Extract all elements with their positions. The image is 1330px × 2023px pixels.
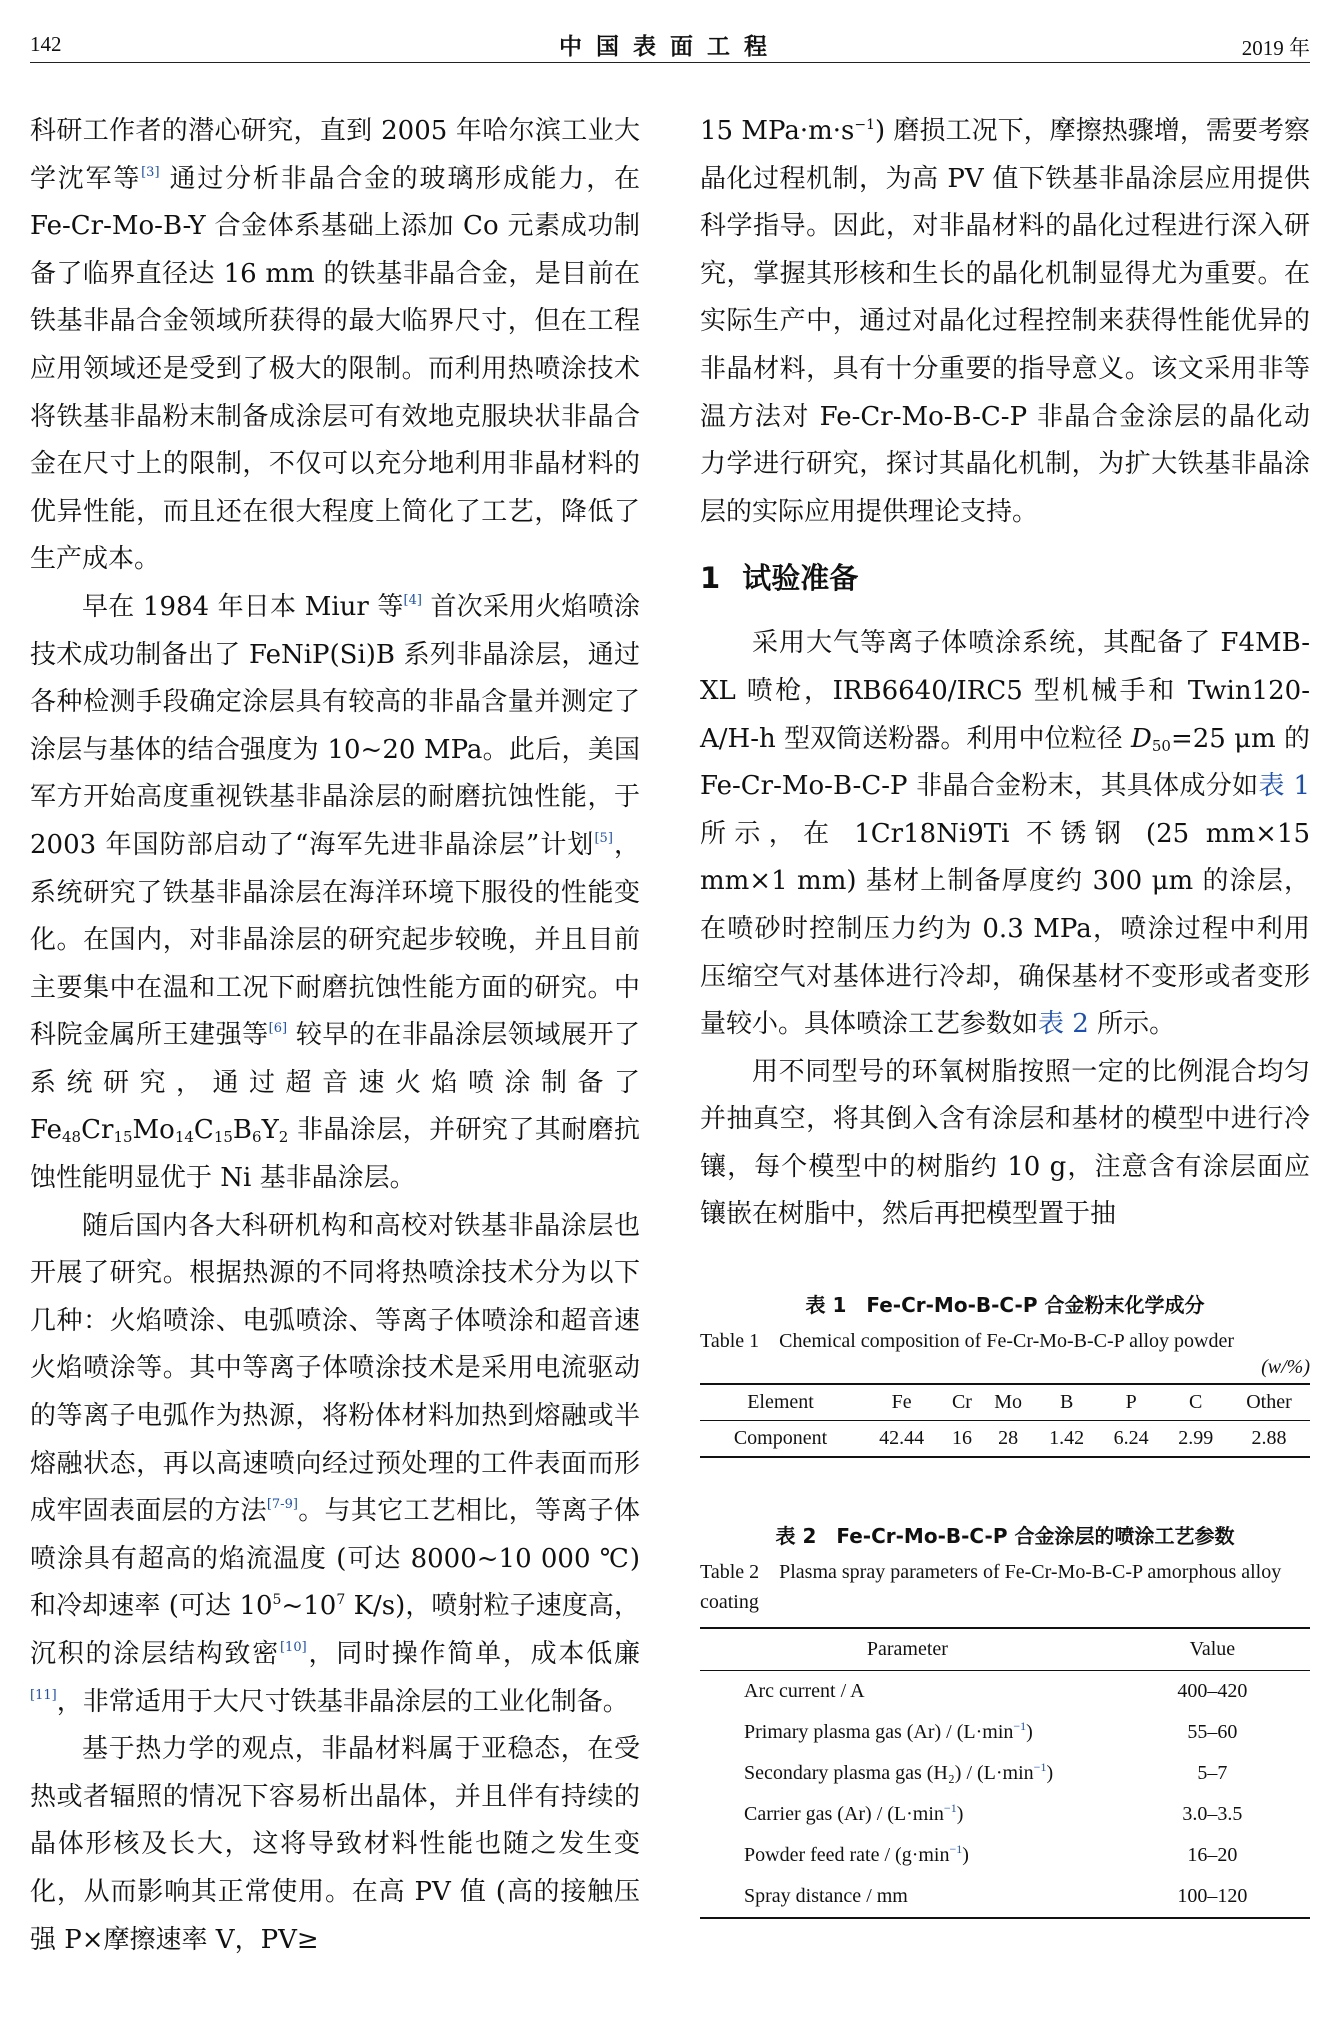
table-header: Value: [1115, 1628, 1310, 1671]
param-name: Spray distance / mm: [700, 1876, 1115, 1918]
table-1-caption-en: Table 1 Chemical composition of Fe-Cr-Mo-B-C-P alloy powder: [700, 1330, 1235, 1353]
table-2-caption-en: Table 2 Plasma spray parameters of Fe-Cr-Mo-B-C-P amorphous alloy coating: [700, 1561, 1282, 1614]
section-heading: [700, 550, 1310, 606]
left-paragraph-1: 科研工作者的潜心研究，直到 2005 年哈尔滨工业大学沈军等[3] 通过分析非晶合金的玻璃形成能力，在 Fe-Cr-Mo-B-Y 合金体系基础上添加 Co 元素成功制备了临界直径达 16 mm 的铁基非晶合金，是目前在铁基非晶合金领域所获得的最大临界尺寸，但在工程应用领域还是受到了极大的限制。而利用热喷涂技术将铁基非晶粉末制备成涂层可有效地克服块状非晶合金在尺寸上的限制，不仅可以充分地利用非晶材料的优异性能，而且还在很大程度上简化了工艺，降低了生产成本。: [30, 116, 640, 575]
right-column: [700, 108, 1310, 1919]
param-value: 400–420: [1177, 1680, 1248, 1703]
table-row: [700, 1753, 1310, 1794]
left-paragraph-4: 基于热力学的观点，非晶材料属于亚稳态，在受热或者辐照的情况下容易析出晶体，并且伴有持续的晶体形核及长大，这将导致材料性能也随之发生变化，从而影响其正常使用。在高 PV 值 (高的接触压强 P×摩擦速率 V，PV≥: [30, 1734, 640, 1955]
table-header: C: [1163, 1384, 1228, 1421]
citation-4[interactable]: [4]: [403, 592, 422, 608]
citation-6[interactable]: [6]: [268, 1021, 288, 1037]
table-row: [700, 1835, 1310, 1876]
table-1: [700, 1289, 1310, 1458]
param-name: Powder feed rate / $(g\cdot\min^{-1})$: [744, 1842, 969, 1867]
table-row: [700, 1712, 1310, 1753]
param-value: 5–7: [1197, 1762, 1228, 1785]
citation-10[interactable]: [10]: [279, 1640, 307, 1655]
table-header: Mo: [982, 1384, 1035, 1421]
citation-5[interactable]: [5]: [594, 830, 613, 846]
table-header: Element: [700, 1384, 861, 1421]
citation-7-9[interactable]: [7-9]: [266, 1497, 298, 1513]
param-name: Primary plasma gas $(Ar) / (L\cdot\min^{-1})$: [744, 1719, 1033, 1744]
publication-year: 2019 年: [1241, 36, 1310, 60]
table-row: [700, 1671, 1310, 1713]
table-cell: 16: [942, 1421, 982, 1458]
table-header: Cr: [942, 1384, 982, 1421]
param-name: Arc current / A: [744, 1680, 865, 1703]
left-column: [30, 108, 640, 1964]
table-2-caption-cn: 表 2 Fe-Cr-Mo-B-C-P 合金涂层的喷涂工艺参数: [775, 1524, 1235, 1549]
table-cell: 2.88: [1228, 1421, 1310, 1458]
table-cell: 42.44: [861, 1421, 942, 1458]
right-paragraph-2: 采用大气等离子体喷涂系统，其配备了 F4MB-XL 喷枪，IRB6640/IRC5 型机械手和 Twin120-A/H-h 型双筒送粉器。利用中位粒径 $D_{50}=25$ μm 的 Fe-Cr-Mo-B-C-P 非晶合金粉末，其具体成分如表 1 所示，在 1Cr18Ni9Ti 不锈钢 (25 mm×15 mm×1 mm) 基材上制备厚度约 300 μm 的涂层，在喷砂时控制压力约为 0.3 MPa，喷涂过程中利用压缩空气对基体进行冷却，确保基材不变形或者变形量较小。具体喷涂工艺参数如表 2 所示。: [700, 628, 1310, 1040]
table-cell: 28: [982, 1421, 1035, 1458]
table-header: Other: [1228, 1384, 1310, 1421]
left-paragraph-3: 随后国内各大科研机构和高校对铁基非晶涂层也开展了研究。根据热源的不同将热喷涂技术分为以下几种：火焰喷涂、电弧喷涂、等离子体喷涂和超音速火焰喷涂等。其中等离子体喷涂技术是采用电流驱动的等离子电弧作为热源，将粉体材料加热到熔融或半熔融状态，再以高速喷向经过预处理的工件表面而形成牢固表面层的方法[7-9]。与其它工艺相比，等离子体喷涂具有超高的焰流温度 (可达 8000~10 000 ℃) 和冷却速率 (可达 $10^5\sim 10^7$ K/s)，喷射粒子速度高，沉积的涂层结构致密[10]，同时操作简单，成本低廉[11]，非常适用于大尺寸铁基非晶涂层的工业化制备。: [30, 1210, 640, 1717]
journal-title: 中国表面工程: [559, 34, 781, 60]
table-row: [700, 1421, 1310, 1458]
citation-11[interactable]: [11]: [30, 1687, 57, 1703]
table-cell: Component: [700, 1421, 861, 1458]
param-name: Secondary plasma gas $(H_2) / (L\cdot\min^{-1})$: [744, 1760, 1054, 1785]
param-name: Carrier gas $(Ar) / (L\cdot\min^{-1})$: [744, 1801, 964, 1826]
spray-parameters-table: [700, 1627, 1310, 1919]
citation-3[interactable]: [3]: [141, 164, 160, 180]
table-2-link[interactable]: 表 2: [1038, 1009, 1089, 1040]
page-number: 142: [30, 32, 62, 56]
left-paragraph-2: 早在 1984 年日本 Miur 等[4] 首次采用火焰喷涂技术成功制备出了 FeNiP(Si)B 系列非晶涂层，通过各种检测手段确定涂层具有较高的非晶含量并测定了涂层与基体的结合强度为 10~20 MPa。此后，美国军方开始高度重视铁基非晶涂层的耐磨抗蚀性能，于 2003 年国防部启动了“海军先进非晶涂层”计划[5]，系统研究了铁基非晶涂层在海洋环境下服役的性能变化。在国内，对非晶涂层的研究起步较晚，并且目前主要集中在温和工况下耐磨抗蚀性能方面的研究。中科院金属所王建强等[6] 较早的在非晶涂层领域展开了系统研究，通过超音速火焰喷涂制备了 $Fe_{48}Cr_{15}Mo_{14}C_{15}B_6Y_2$ 非晶涂层，并研究了其耐磨抗蚀性能明显优于 Ni 基非晶涂层。: [30, 591, 640, 1194]
param-value: 3.0–3.5: [1182, 1803, 1243, 1826]
page-header: [30, 26, 1310, 63]
param-value: 55–60: [1187, 1721, 1238, 1744]
table-header: Parameter: [700, 1628, 1115, 1671]
param-value: 16–20: [1187, 1844, 1238, 1867]
table-row: [700, 1876, 1310, 1918]
table-cell: 2.99: [1163, 1421, 1228, 1458]
right-paragraph-1: 15 $MPa\cdot m\cdot s^{-1}$) 磨损工况下，摩擦热骤增，需要考察晶化过程机制，为高 PV 值下铁基非晶涂层应用提供科学指导。因此，对非晶材料的晶化过程进行深入研究，掌握其形核和生长的晶化机制显得尤为重要。在实际生产中，通过对晶化过程控制来获得性能优异的非晶材料，具有十分重要的指导意义。该文采用非等温方法对 Fe-Cr-Mo-B-C-P 非晶合金涂层的晶化动力学进行研究，探讨其晶化机制，为扩大铁基非晶涂层的实际应用提供理论支持。: [700, 116, 1310, 527]
table-cell: 6.24: [1099, 1421, 1164, 1458]
table-header: P: [1099, 1384, 1164, 1421]
table-2: [700, 1520, 1310, 1919]
table-1-unit: (w/%): [1261, 1356, 1310, 1379]
table-header: Fe: [861, 1384, 942, 1421]
composition-table: [700, 1383, 1310, 1458]
section-number: 1: [700, 561, 721, 596]
table-1-link[interactable]: 表 1: [1258, 771, 1310, 802]
right-paragraph-3: 用不同型号的环氧树脂按照一定的比例混合均匀并抽真空，将其倒入含有涂层和基材的模型中进行冷镶，每个模型中的树脂约 10 g，注意含有涂层面应镶嵌在树脂中，然后再把模型置于抽: [700, 1056, 1310, 1230]
param-value: 100–120: [1115, 1876, 1310, 1918]
table-cell: 1.42: [1034, 1421, 1099, 1458]
table-1-caption-cn: 表 1 Fe-Cr-Mo-B-C-P 合金粉末化学成分: [805, 1293, 1205, 1318]
table-header: B: [1034, 1384, 1099, 1421]
table-row: [700, 1794, 1310, 1835]
section-title: 试验准备: [742, 561, 859, 596]
